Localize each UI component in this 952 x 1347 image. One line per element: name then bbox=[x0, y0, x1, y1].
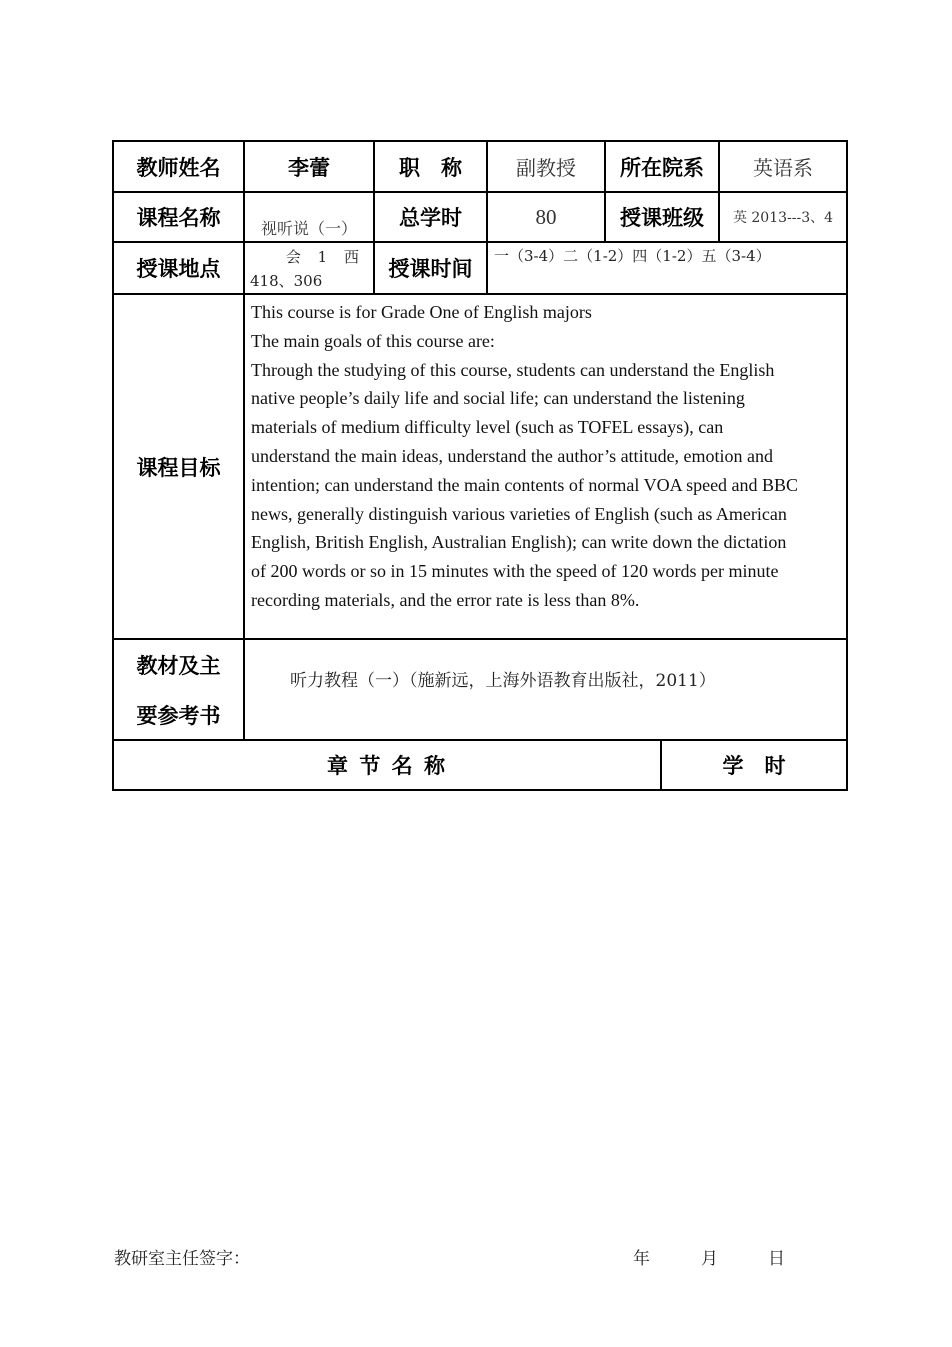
class-time-value: 一（3-4）二（1-2）四（1-2）五（3-4） bbox=[494, 247, 771, 265]
textbook-label bbox=[114, 640, 243, 739]
total-hours-label: 总学时 bbox=[399, 206, 462, 230]
goals-line: The main goals of this course are: bbox=[251, 330, 495, 351]
goals-line: This course is for Grade One of English majors bbox=[251, 302, 592, 322]
course-goals-label: 课程目标 bbox=[136, 455, 221, 480]
total-hours-value: 80 bbox=[535, 204, 557, 229]
goals-line: Through the studying of this course, students can understand the English bbox=[251, 359, 775, 380]
chapter-name-header: 章 节 名 称 bbox=[327, 754, 447, 778]
goals-line: news, generally distinguish various varieties of English (such as American bbox=[251, 503, 787, 524]
location-value bbox=[245, 243, 373, 293]
location-line-2: 418、306 bbox=[250, 272, 323, 290]
signature-label: 教研室主任签字： bbox=[114, 1249, 250, 1269]
location-line-1: 会 1 西 bbox=[285, 248, 365, 266]
class-value: 英 2013---3、4 bbox=[732, 210, 834, 226]
textbook-label-line-1: 教材及主 bbox=[136, 654, 221, 678]
goals-line: recording materials, and the error rate is less than 8%. bbox=[251, 589, 640, 610]
col-divider bbox=[486, 241, 488, 293]
goals-line: understand the main ideas, understand the author’s attitude, emotion and bbox=[251, 445, 774, 466]
department-label: 所在院系 bbox=[620, 155, 704, 180]
goals-line: native people’s daily life and social life; can understand the listening bbox=[251, 388, 745, 409]
course-goals-text bbox=[251, 298, 845, 615]
goals-line: English, British English, Australian English); can write down the dictation bbox=[251, 532, 787, 553]
day-label: 日 bbox=[768, 1249, 785, 1269]
textbook-value: 听力教程（一）（施新远，上海外语教育出版社，2011） bbox=[290, 671, 716, 691]
department-value: 英语系 bbox=[753, 156, 813, 180]
course-name-label: 课程名称 bbox=[136, 206, 221, 230]
year-label: 年 bbox=[633, 1249, 650, 1269]
goals-line: of 200 words or so in 15 minutes with the speed of 120 words per minute bbox=[251, 561, 779, 582]
textbook-label-line-2: 要参考书 bbox=[136, 704, 221, 728]
title-label: 职 称 bbox=[399, 155, 462, 180]
month-label: 月 bbox=[701, 1249, 718, 1269]
title-value: 副教授 bbox=[516, 156, 576, 180]
course-info-table bbox=[112, 140, 848, 791]
teacher-name-label: 教师姓名 bbox=[136, 155, 221, 180]
class-label: 授课班级 bbox=[620, 206, 704, 230]
goals-line: intention; can understand the main contents of normal VOA speed and BBC bbox=[251, 474, 799, 495]
teacher-name-value: 李蕾 bbox=[288, 155, 330, 180]
course-name-value: 视听说（一） bbox=[260, 219, 357, 238]
class-time-label: 授课时间 bbox=[388, 257, 473, 281]
goals-line: materials of medium difficulty level (such as TOFEL essays), can bbox=[251, 417, 724, 438]
chapter-hours-header: 学 时 bbox=[722, 754, 786, 778]
location-label: 授课地点 bbox=[136, 257, 221, 281]
